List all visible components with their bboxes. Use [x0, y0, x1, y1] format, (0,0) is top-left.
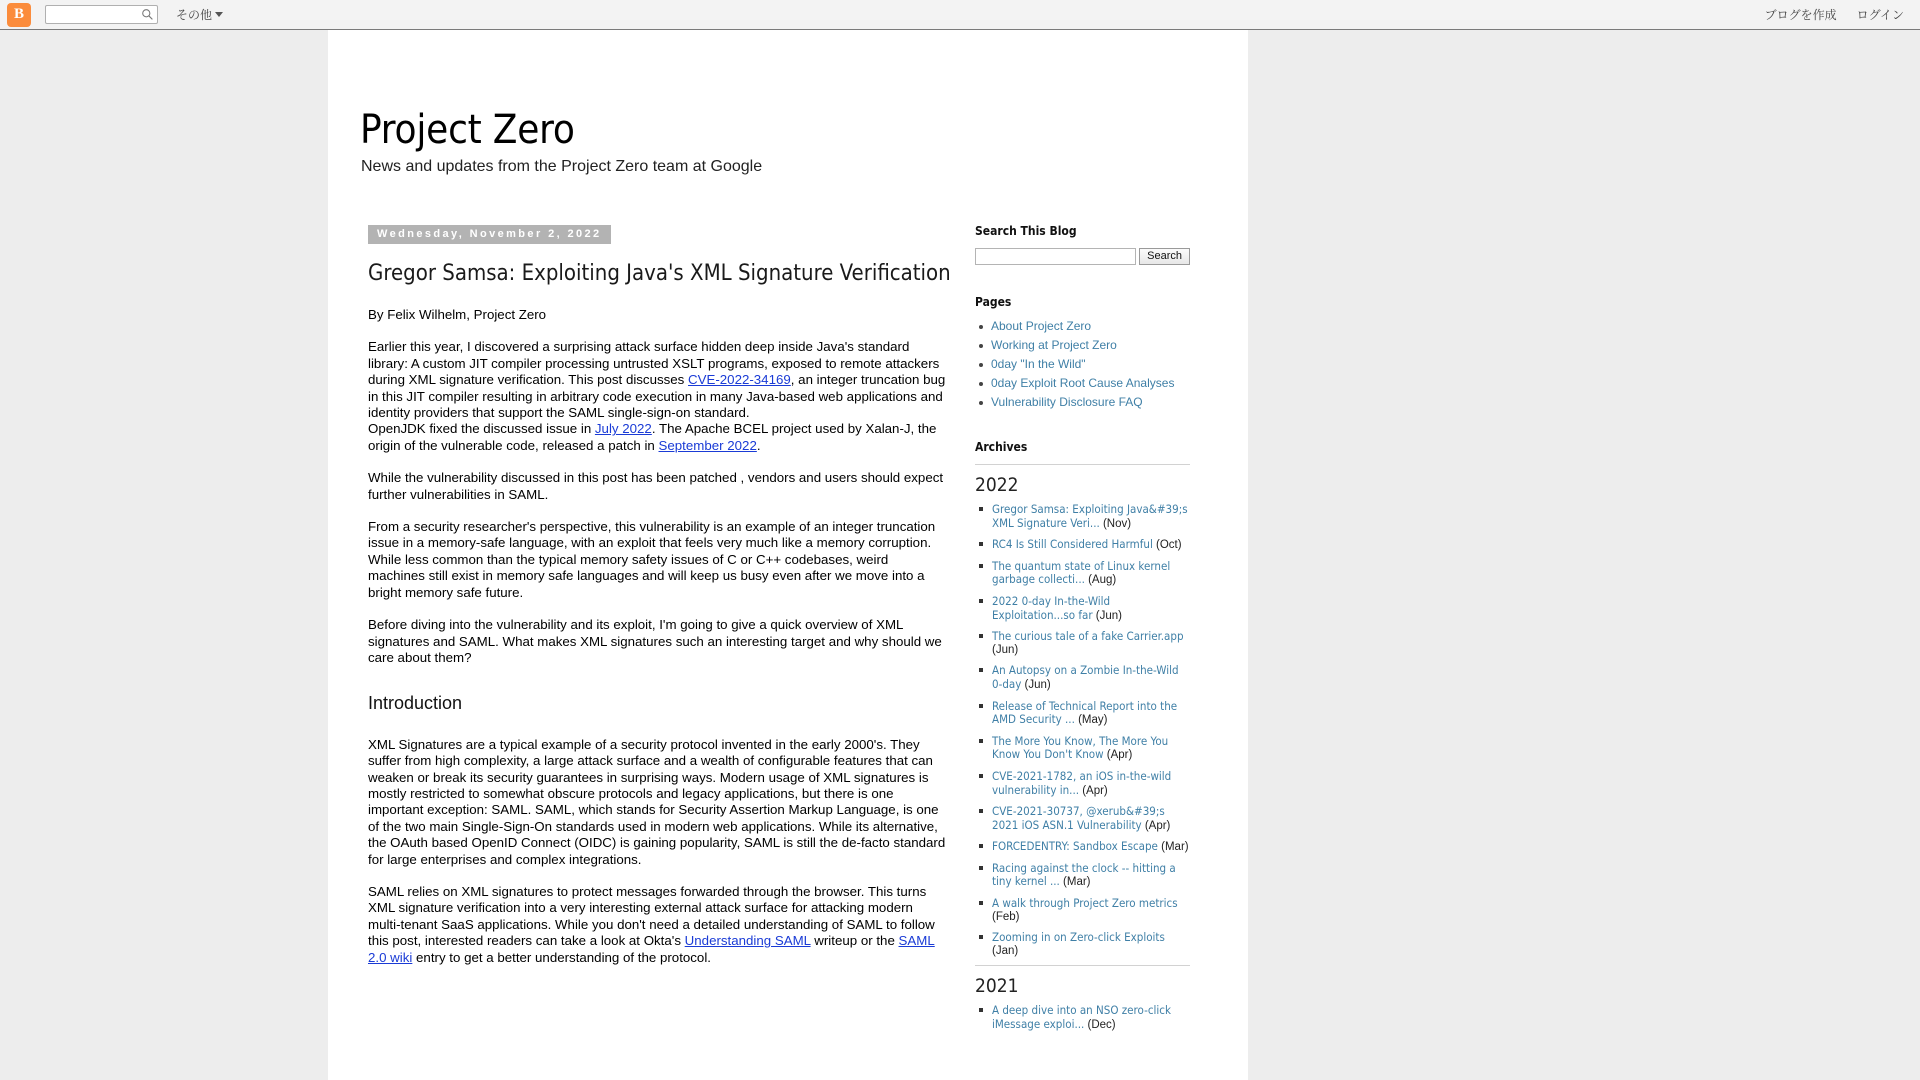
page-outer	[0, 30, 1920, 1080]
archive-post-month: (Nov)	[1099, 517, 1132, 530]
archive-post-month: (Jun)	[992, 643, 1019, 656]
navbar-search-input[interactable]	[46, 6, 138, 23]
post-title[interactable]: Gregor Samsa: Exploiting Java's XML Signature Verification	[368, 261, 951, 286]
p7-text-b: writeup or the	[810, 933, 899, 949]
post-paragraph-6: XML Signatures are a typical example of a security protocol invented in the early 2000's. They suffer from high complexity, a large attack surface and a wealth of configurable features that can weaken or break its security guarantees in surprising ways. Modern usage of XML signatures is mostly restricted to somewhat obscure protocols and legacy applications, but there is one important exception: SAML. SAML, which stands for Security Assertion Markup Language, is one of the two main Single-Sign-On standards used in modern web applications. While its alternative, the OAuth based OpenID Connect (OIDC) is gaining popularity, SAML is still the de-facto standard for large enterprises and complex integrations.	[368, 736, 946, 867]
p2-text-c: .	[756, 437, 761, 453]
archive-year-label[interactable]: 2022	[975, 474, 1019, 496]
post-paragraph-2	[368, 421, 948, 454]
list-item	[975, 503, 1190, 530]
post-paragraph-1	[368, 339, 948, 421]
archive-post-link[interactable]: An Autopsy on a Zombie In-the-Wild 0-day	[992, 663, 1179, 691]
p2-text-a: OpenJDK fixed the discussed issue in	[368, 421, 595, 437]
archive-post-month: (Jan)	[992, 944, 1019, 957]
blogger-logo-icon[interactable]: B	[7, 3, 31, 27]
post-paragraph-7	[368, 884, 948, 966]
archive-post-link[interactable]: CVE-2021-1782, an iOS in-the-wild vulnerability in...	[992, 768, 1172, 797]
archive-post-list	[975, 1004, 1190, 1031]
list-item	[975, 538, 1190, 552]
archive-post-link[interactable]: The More You Know, The More You Know You Don't Know	[992, 733, 1169, 762]
archive-post-month: (Apr)	[1103, 749, 1133, 762]
create-blog-link[interactable]: ブログを作成	[1764, 8, 1837, 22]
archives-heading: Archives	[975, 440, 1028, 454]
archive-year-label[interactable]: 2021	[975, 975, 1019, 998]
post-paragraph-5: Before diving into the vulnerability and its exploit, I'm going to give a quick overview of XML signatures and SAML. What makes XML signatures such an interesting target and why should we care about them?	[368, 617, 942, 665]
navbar-more-menu[interactable]	[176, 6, 223, 23]
archive-post-month: (Mar)	[1059, 876, 1091, 889]
search-blog-heading: Search This Blog	[975, 224, 1077, 238]
archive-post-month: (Feb)	[992, 910, 1020, 923]
navbar-right-links	[1765, 6, 1904, 23]
archive-post-link[interactable]: Release of Technical Report into the AMD Security ...	[992, 698, 1178, 727]
navbar-more-label: その他	[176, 8, 213, 22]
p1-text-a: Earlier this year, I discovered a surprising attack surface hidden deep inside Java's standard library: A custom JIT compiler processing untrusted XSLT programs, exposed to remote attackers during XML signature verification. This post discusses	[368, 339, 940, 388]
list-item	[975, 735, 1190, 762]
sidebar-page-link[interactable]: Vulnerability Disclosure FAQ	[991, 395, 1143, 409]
pages-list	[975, 319, 1190, 410]
archive-post-link[interactable]: FORCEDENTRY: Sandbox Escape	[992, 839, 1158, 854]
archive-post-month: (Mar)	[1157, 841, 1189, 854]
divider	[975, 965, 1190, 966]
pages-heading: Pages	[975, 295, 1012, 309]
archive-post-link[interactable]: The curious tale of a fake Carrier.app	[992, 629, 1184, 644]
navbar-search-box[interactable]	[45, 5, 158, 24]
link-cve-2022-34169[interactable]: CVE-2022-34169	[688, 372, 791, 388]
blogger-navbar	[0, 0, 1920, 30]
list-item	[975, 805, 1190, 832]
archives-list	[975, 464, 1190, 1032]
list-item	[975, 1004, 1190, 1031]
list-item	[975, 630, 1190, 656]
link-understanding-saml[interactable]: Understanding SAML	[684, 933, 811, 949]
p7-text-a: SAML relies on XML signatures to protect messages forwarded through the browser. This turns XML signature verification into a very interesting external attack surface for attacking modern multi-tenant SaaS applications. While you don't need a detailed understanding of SAML to follow this post, interested readers can take a look at Okta's	[368, 883, 935, 949]
list-item	[975, 931, 1190, 957]
post-byline: By Felix Wilhelm, Project Zero	[368, 307, 547, 322]
link-september-2022[interactable]: September 2022	[658, 437, 757, 453]
archive-post-list	[975, 503, 1190, 957]
sidebar-search-input[interactable]	[975, 248, 1136, 265]
link-july-2022[interactable]: July 2022	[594, 421, 652, 437]
list-item	[975, 395, 1190, 410]
archive-post-link[interactable]: Zooming in on Zero-click Exploits	[992, 930, 1165, 945]
p1-text-b: , an integer truncation bug in this JIT compiler resulting in arbitrary code execution in many Java-based web applications and identity providers that support the SAML single-sign-on standard.	[368, 372, 946, 421]
p7-text-c: entry to get a better understanding of the protocol.	[412, 949, 711, 965]
chevron-down-icon	[215, 12, 223, 17]
archive-post-month: (Aug)	[1084, 574, 1117, 587]
post-paragraph-3: While the vulnerability discussed in this post has been patched , vendors and users should expect further vulnerabilities in SAML.	[368, 470, 944, 502]
archive-post-link[interactable]: The quantum state of Linux kernel garbage collecti...	[992, 558, 1171, 587]
archive-post-month: (Dec)	[1084, 1019, 1116, 1032]
list-item	[975, 319, 1190, 334]
sidebar-page-link[interactable]: Working at Project Zero	[991, 338, 1117, 352]
archive-post-link[interactable]: RC4 Is Still Considered Harmful	[992, 537, 1153, 552]
archive-post-month: (Apr)	[1079, 784, 1108, 797]
sidebar-search-button[interactable]: Search	[1139, 248, 1190, 265]
archive-post-link[interactable]: Racing against the clock -- hitting a tiny kernel ...	[992, 860, 1176, 889]
p2-text-b: . The Apache BCEL project used by Xalan-J, the origin of the vulnerable code, released a patch in	[368, 421, 937, 453]
post-paragraph-4: From a security researcher's perspective, this vulnerability is an example of an integer truncation issue in a memory-safe language, with an exploit that feels very much like a memory corruption. While less common than the typical memory safety issues of C or C++ codebases, weird machines still exist in memory safe languages and will keep us busy even after we move into a bright memory safe future.	[368, 519, 936, 600]
list-item	[975, 770, 1190, 797]
post-body	[368, 307, 948, 966]
link-saml-2-wiki[interactable]: SAML 2.0 wiki	[368, 933, 935, 965]
list-item	[975, 595, 1190, 622]
search-icon[interactable]	[141, 8, 154, 21]
sidebar-page-link[interactable]: 0day Exploit Root Cause Analyses	[991, 376, 1175, 390]
archive-post-month: (Jun)	[1021, 678, 1051, 691]
archive-post-month: (May)	[1074, 714, 1108, 727]
divider	[975, 464, 1190, 465]
list-item	[975, 897, 1190, 923]
post-date-header: Wednesday, November 2, 2022	[368, 225, 611, 244]
list-item	[975, 338, 1190, 353]
sidebar	[975, 224, 1190, 1040]
blog-title[interactable]: Project Zero	[360, 106, 575, 153]
list-item	[975, 664, 1190, 691]
list-item	[975, 862, 1190, 889]
archive-post-link[interactable]: A deep dive into an NSO zero-click iMessage exploi...	[992, 1003, 1171, 1032]
post-column	[368, 224, 951, 982]
archive-post-month: (Apr)	[1141, 819, 1171, 832]
archive-post-link[interactable]: 2022 0-day In-the-Wild Exploitation...so far	[992, 593, 1111, 622]
list-item	[975, 357, 1190, 372]
archive-post-link[interactable]: CVE-2021-30737, @xerub&#39;s 2021 iOS ASN.1 Vulnerability	[992, 804, 1165, 832]
list-item	[975, 560, 1190, 587]
heading-introduction: Introduction	[368, 693, 463, 714]
login-link[interactable]: ログイン	[1856, 8, 1904, 22]
list-item	[975, 700, 1190, 727]
sidebar-search-row	[975, 248, 1190, 265]
archive-post-month: (Oct)	[1152, 539, 1182, 552]
archive-post-link[interactable]: Gregor Samsa: Exploiting Java&#39;s XML Signature Veri...	[992, 502, 1188, 530]
list-item	[975, 840, 1190, 854]
archive-post-month: (Jun)	[1092, 609, 1123, 622]
sidebar-page-link[interactable]: About Project Zero	[991, 319, 1092, 333]
list-item	[975, 376, 1190, 391]
sidebar-page-link[interactable]: 0day "In the Wild"	[991, 357, 1086, 371]
blog-description: News and updates from the Project Zero team at Google	[361, 158, 763, 175]
archive-post-link[interactable]: A walk through Project Zero metrics	[992, 896, 1178, 911]
